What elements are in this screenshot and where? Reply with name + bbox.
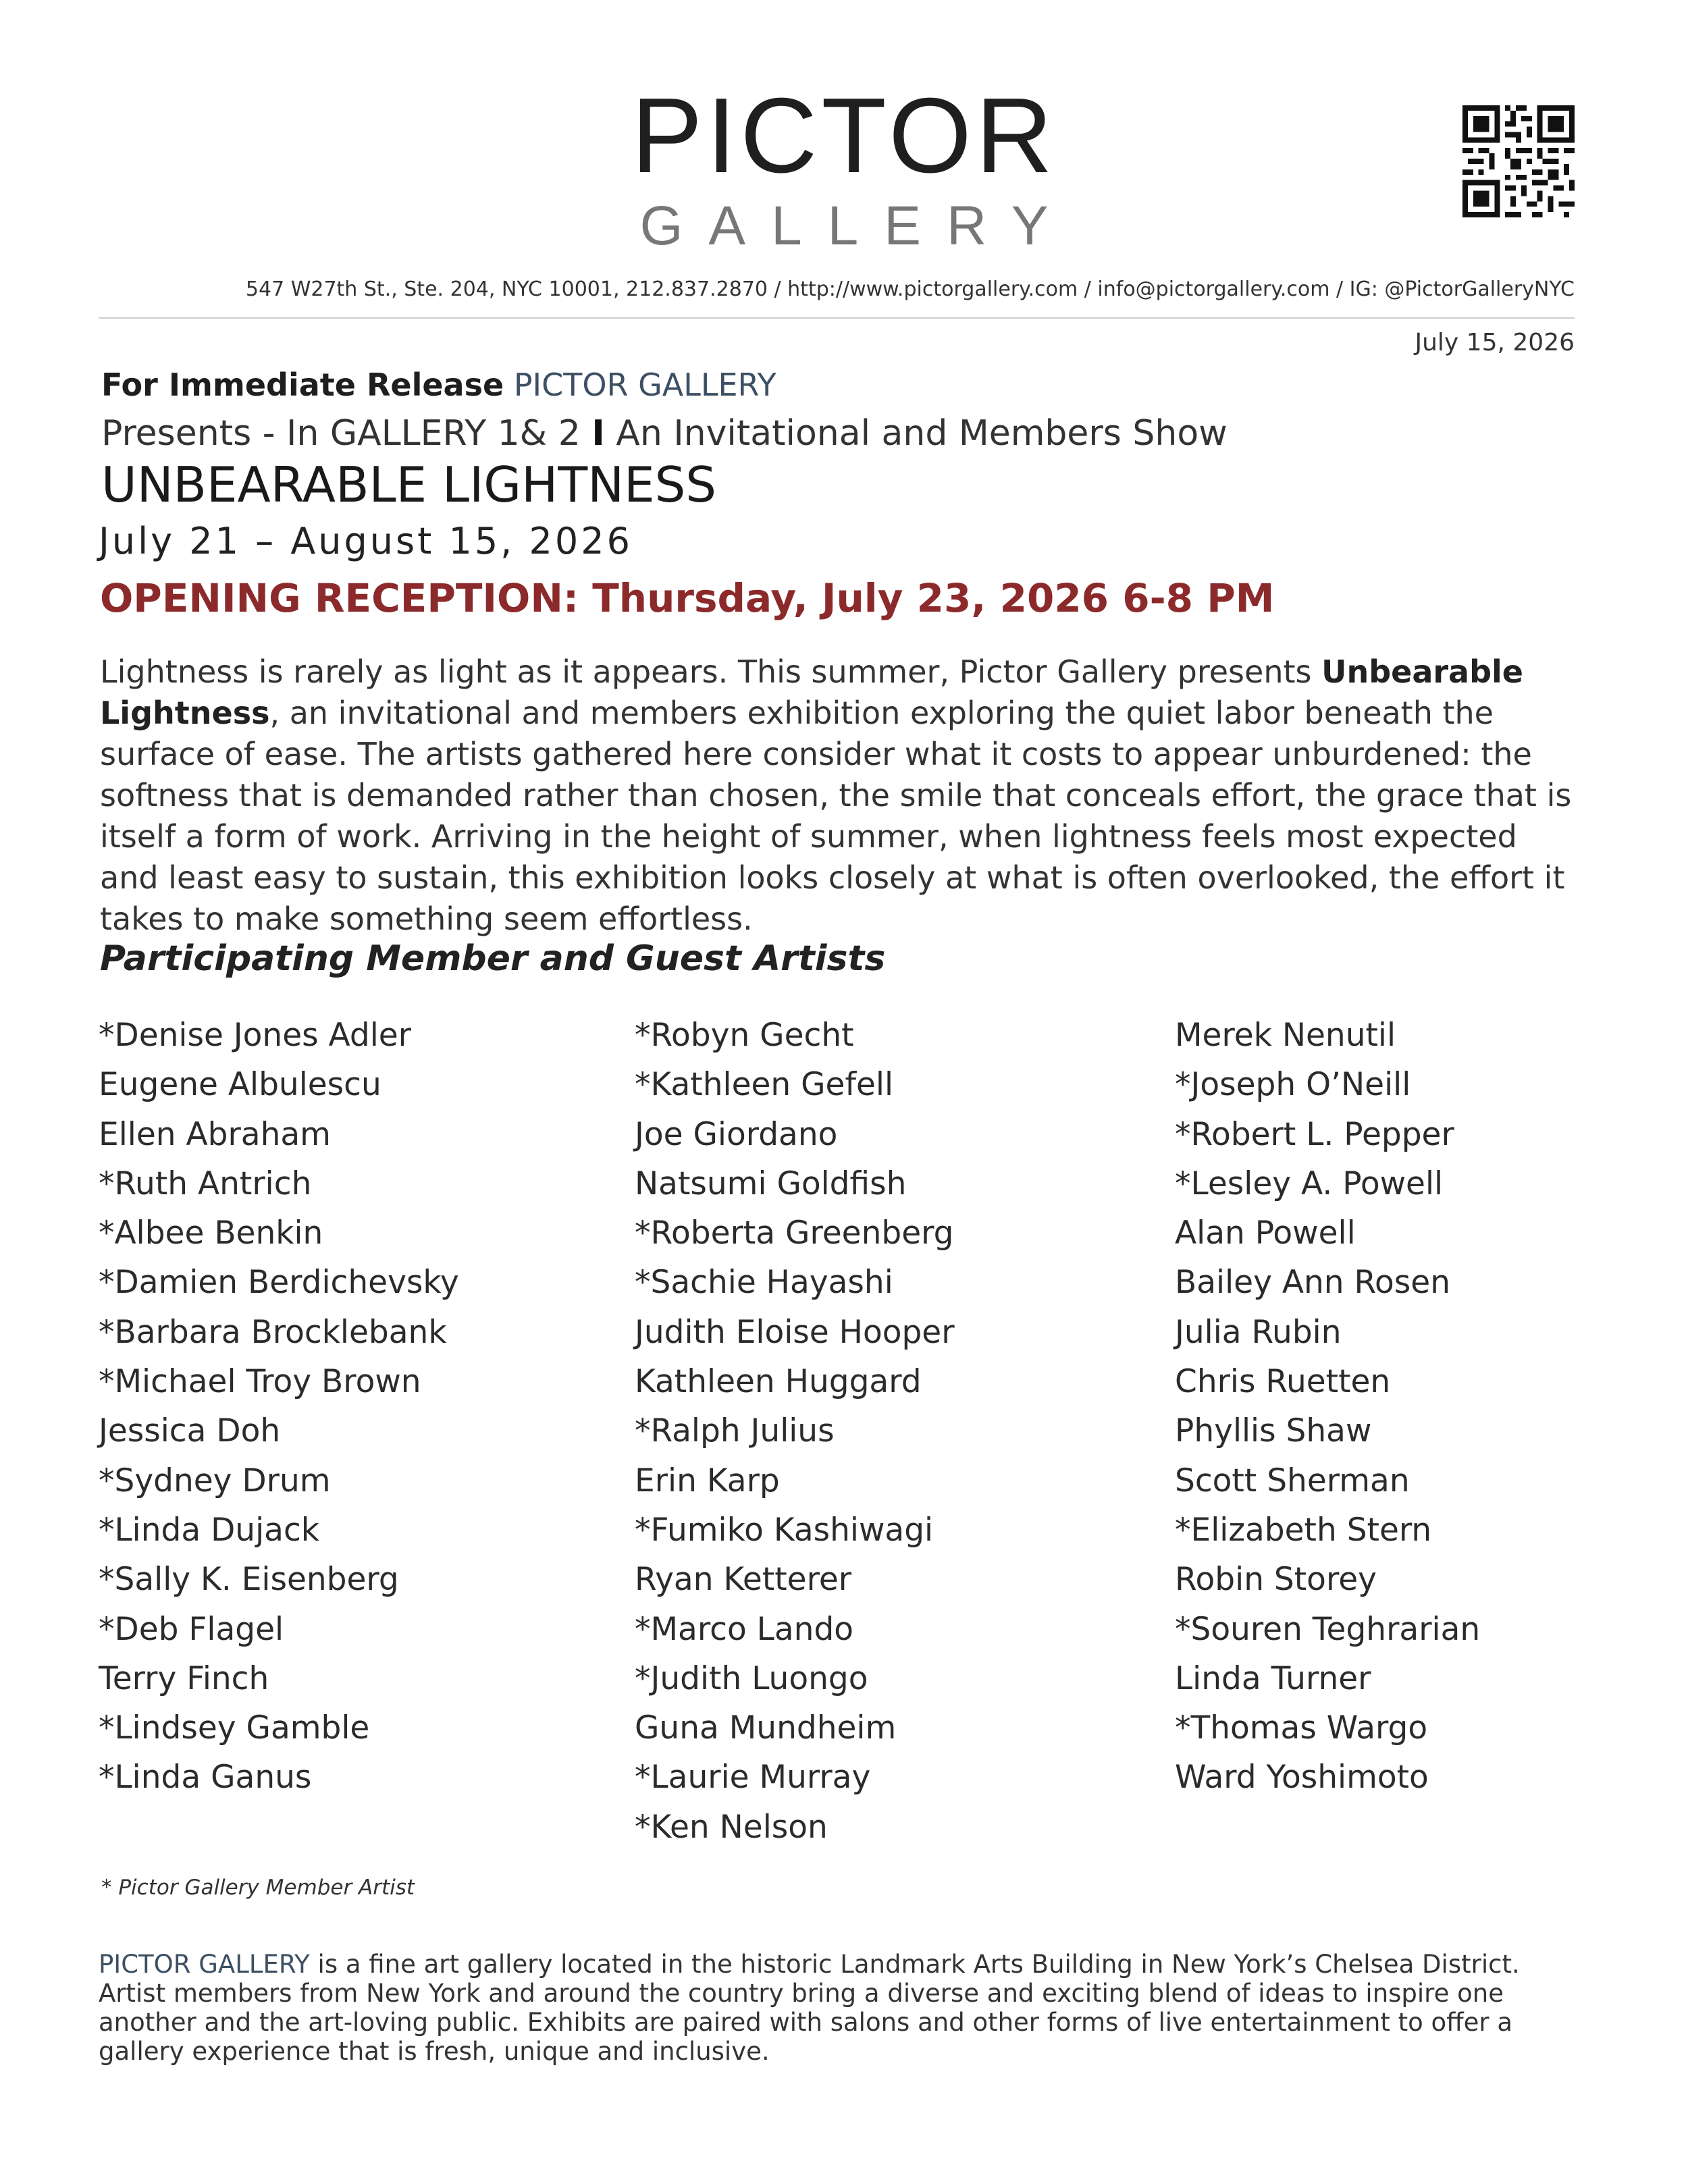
artist-name: *Robyn Gecht [635, 1017, 854, 1054]
artist-name: Alan Powell [1175, 1215, 1356, 1252]
artist-name: Terry Finch [99, 1659, 269, 1697]
artist-column-3 [1175, 1011, 1480, 1803]
artist-name: Scott Sherman [1175, 1462, 1410, 1499]
artist-name: Ward Yoshimoto [1175, 1759, 1429, 1796]
artist-name: *Judith Luongo [635, 1659, 868, 1697]
artist-name: Guna Mundheim [635, 1709, 897, 1747]
artist-name: *Marco Lando [635, 1610, 854, 1648]
artist-name: *Lindsey Gamble [99, 1709, 370, 1747]
artist-name: Ryan Ketterer [635, 1561, 852, 1599]
header-divider [99, 317, 1575, 319]
artist-name: Eugene Albulescu [99, 1066, 381, 1104]
logo-subtitle: GALLERY [639, 195, 1074, 257]
logo-wordmark: PICTOR [631, 76, 1057, 195]
artist-name: *Ralph Julius [635, 1412, 835, 1450]
artist-name: *Thomas Wargo [1175, 1709, 1428, 1747]
artist-name: *Fumiko Kashiwagi [635, 1511, 934, 1549]
about-text: is a fine art gallery located in the historic Landmark Arts Building in New York’s Chelsea District. Artist members from New York and around the country bring a diverse and exciting blend of ideas to inspire one another and the art-loving public. Exhibits are paired with salons and other forms of live entertainment to offer a gallery experience that is fresh, unique and inclusive. [99, 1950, 1520, 2066]
artist-name: *Linda Dujack [99, 1511, 320, 1549]
gallery-name: PICTOR GALLERY [513, 367, 776, 403]
artist-name: Chris Ruetten [1175, 1363, 1391, 1401]
artist-name: Natsumi Goldfish [635, 1165, 907, 1202]
artist-name: *Deb Flagel [99, 1610, 284, 1648]
release-line [101, 367, 776, 403]
intro-text-end: , an invitational and members exhibition exploring the quiet labor beneath the surface of ease. The artists gathered here consider what it costs to appear unburdened: the softness that is demanded rather than chosen, the smile that conceals effort, the grace that is itself a form of work. Arriving in the height of summer, when lightness feels most expected and least easy to sustain, this exhibition looks closely at what is often overlooked, the effort it takes to make something seem effortless. [100, 695, 1572, 937]
show-type: An Invitational and Members Show [616, 413, 1228, 454]
artist-name: *Robert L. Pepper [1175, 1115, 1454, 1153]
artist-name: *Damien Berdichevsky [99, 1264, 459, 1302]
artist-name: *Barbara Brocklebank [99, 1313, 447, 1351]
presents-line [101, 413, 1228, 454]
artist-name: *Roberta Greenberg [635, 1215, 954, 1252]
artist-name: Kathleen Huggard [635, 1363, 922, 1401]
intro-paragraph [100, 651, 1579, 940]
artist-name: Phyllis Shaw [1175, 1412, 1372, 1450]
artist-name: Ellen Abraham [99, 1115, 331, 1153]
artist-column-1 [99, 1011, 459, 1803]
artist-name: Robin Storey [1175, 1561, 1377, 1599]
separator-bar: I [591, 413, 605, 454]
show-dates: July 21 – August 15, 2026 [99, 520, 633, 562]
artist-name: *Ruth Antrich [99, 1165, 312, 1202]
artist-name: Linda Turner [1175, 1659, 1371, 1697]
artists-heading: Participating Member and Guest Artists [100, 938, 886, 979]
intro-text-start: Lightness is rarely as light as it appears. This summer, Pictor Gallery presents [100, 654, 1322, 690]
artist-name: *Sally K. Eisenberg [99, 1561, 399, 1599]
qr-code-icon[interactable] [1462, 105, 1575, 217]
artist-column-2 [635, 1011, 955, 1852]
artist-name: *Sydney Drum [99, 1462, 331, 1499]
artist-name: *Sachie Hayashi [635, 1264, 893, 1302]
artist-name: Bailey Ann Rosen [1175, 1264, 1450, 1302]
artist-name: *Elizabeth Stern [1175, 1511, 1432, 1549]
artist-name: Judith Eloise Hooper [635, 1313, 955, 1351]
artist-name: *Kathleen Gefell [635, 1066, 894, 1104]
member-footnote: * Pictor Gallery Member Artist [101, 1875, 415, 1900]
artist-name: *Linda Ganus [99, 1759, 312, 1796]
presents-location: Presents - In GALLERY 1& 2 [101, 413, 581, 454]
artist-name: Merek Nenutil [1175, 1017, 1396, 1054]
artist-name: Julia Rubin [1175, 1313, 1342, 1351]
artist-name: *Michael Troy Brown [99, 1363, 421, 1401]
artist-name: *Souren Teghrarian [1175, 1610, 1481, 1648]
artist-name: Joe Giordano [635, 1115, 838, 1153]
release-date: July 15, 2026 [1415, 329, 1575, 356]
gallery-logo [0, 76, 1688, 257]
contact-address-line: 547 W27th St., Ste. 204, NYC 10001, 212.837.2870 / http://www.pictorgallery.com / info@pictorgallery.com / IG: @PictorGalleryNYC [245, 277, 1575, 301]
intro-show-name: Unbearable Lightness [100, 654, 1523, 731]
artist-name: *Laurie Murray [635, 1759, 871, 1796]
show-title: UNBEARABLE LIGHTNESS [101, 456, 716, 513]
release-label: For Immediate Release [101, 367, 504, 403]
opening-reception: OPENING RECEPTION: Thursday, July 23, 2026 6-8 PM [100, 575, 1275, 621]
artist-name: Erin Karp [635, 1462, 780, 1499]
artist-name: Jessica Doh [99, 1412, 281, 1450]
artist-name: *Denise Jones Adler [99, 1017, 412, 1054]
about-paragraph [99, 1950, 1591, 2066]
artist-name: *Lesley A. Powell [1175, 1165, 1444, 1202]
about-gallery-name: PICTOR GALLERY [99, 1950, 310, 1979]
artist-name: *Joseph O’Neill [1175, 1066, 1411, 1104]
artist-name: *Albee Benkin [99, 1215, 323, 1252]
artist-name: *Ken Nelson [635, 1808, 828, 1846]
